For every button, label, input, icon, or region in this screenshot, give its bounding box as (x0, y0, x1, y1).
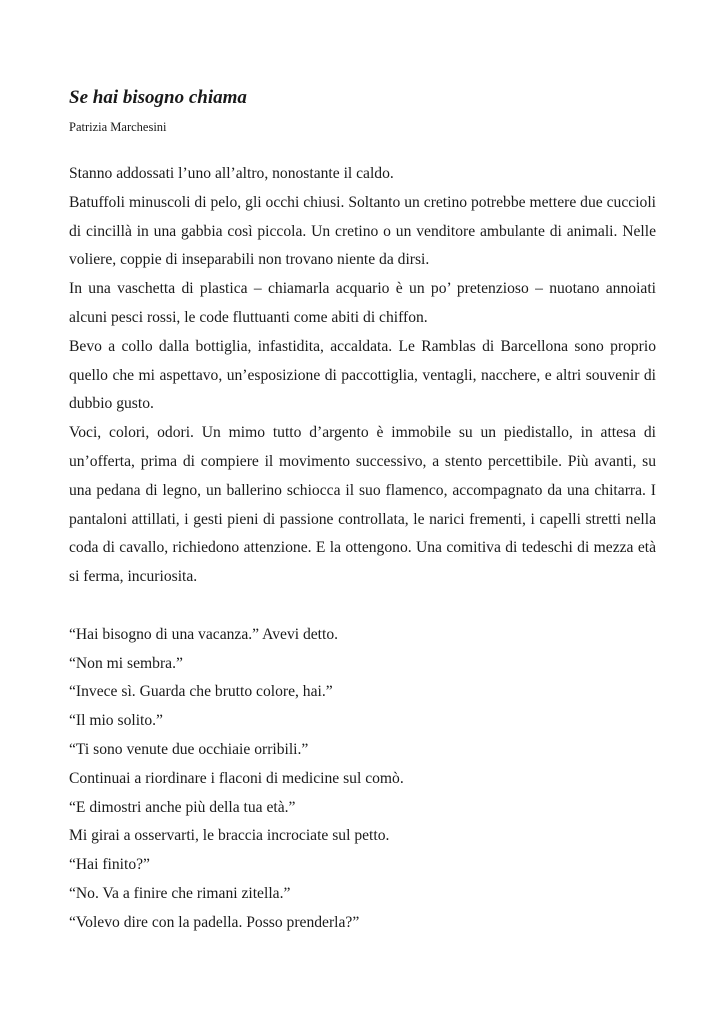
paragraph: Voci, colori, odori. Un mimo tutto d’argento è immobile su un piedistallo, in attesa di un’offerta, prima di compiere il movimento successivo, a stento percettibile. Più avanti, su una pedana di legno, un ballerino schiocca il suo flamenco, accompagnato da una chitarra. I pantaloni attillati, i gesti pieni di passione controllata, le narici frementi, i capelli stretti nella coda di cavallo, richiedono attenzione. E la ottengono. Una comitiva di tedeschi di mezza età si ferma, incuriosita. (69, 424, 656, 586)
dialogue-line: Continuai a riordinare i flaconi di medicine sul comò. (69, 769, 404, 787)
paragraph: Bevo a collo dalla bottiglia, infastidita, accaldata. Le Ramblas di Barcellona sono proprio quello che mi aspettavo, un’esposizione di paccottiglia, ventagli, nacchere, e altri souvenir di dubbio gusto. (69, 337, 656, 413)
dialogue-line: “Hai finito?” (69, 856, 150, 874)
paragraph: Stanno addossati l’uno all’altro, nonostante il caldo. (69, 165, 394, 182)
dialogue-line: “E dimostri anche più della tua età.” (69, 798, 296, 816)
dialogue-line: Mi girai a osservarti, le braccia incrociate sul petto. (69, 827, 390, 845)
paragraph: Batuffoli minuscoli di pelo, gli occhi chiusi. Soltanto un cretino potrebbe mettere due cuccioli di cincillà in una gabbia così piccola. Un cretino o un venditore ambulante di animali. Nelle voliere, coppie di inseparabili non trovano niente da dirsi. (69, 193, 656, 269)
story-title: Se hai bisogno chiama (69, 87, 247, 108)
dialogue-line: “Hai bisogno di una vacanza.” Avevi detto. (69, 625, 339, 643)
paragraph: In una vaschetta di plastica – chiamarla acquario è un po’ pretenzioso – nuotano annoiati alcuni pesci rossi, le code fluttuanti come abiti di chiffon. (69, 280, 656, 326)
story-body (69, 160, 656, 938)
dialogue-line: “Ti sono venute due occhiaie orribili.” (69, 740, 309, 758)
author-name: Patrizia Marchesini (69, 120, 167, 134)
dialogue-line: “Il mio solito.” (69, 712, 163, 730)
dialogue-line: “Invece sì. Guarda che brutto colore, hai.” (69, 683, 333, 701)
dialogue-line: “Non mi sembra.” (69, 654, 183, 672)
dialogue-line: “Volevo dire con la padella. Posso prenderla?” (69, 913, 360, 931)
paragraph-gap (69, 592, 656, 621)
dialogue-line: “No. Va a finire che rimani zitella.” (69, 884, 291, 902)
